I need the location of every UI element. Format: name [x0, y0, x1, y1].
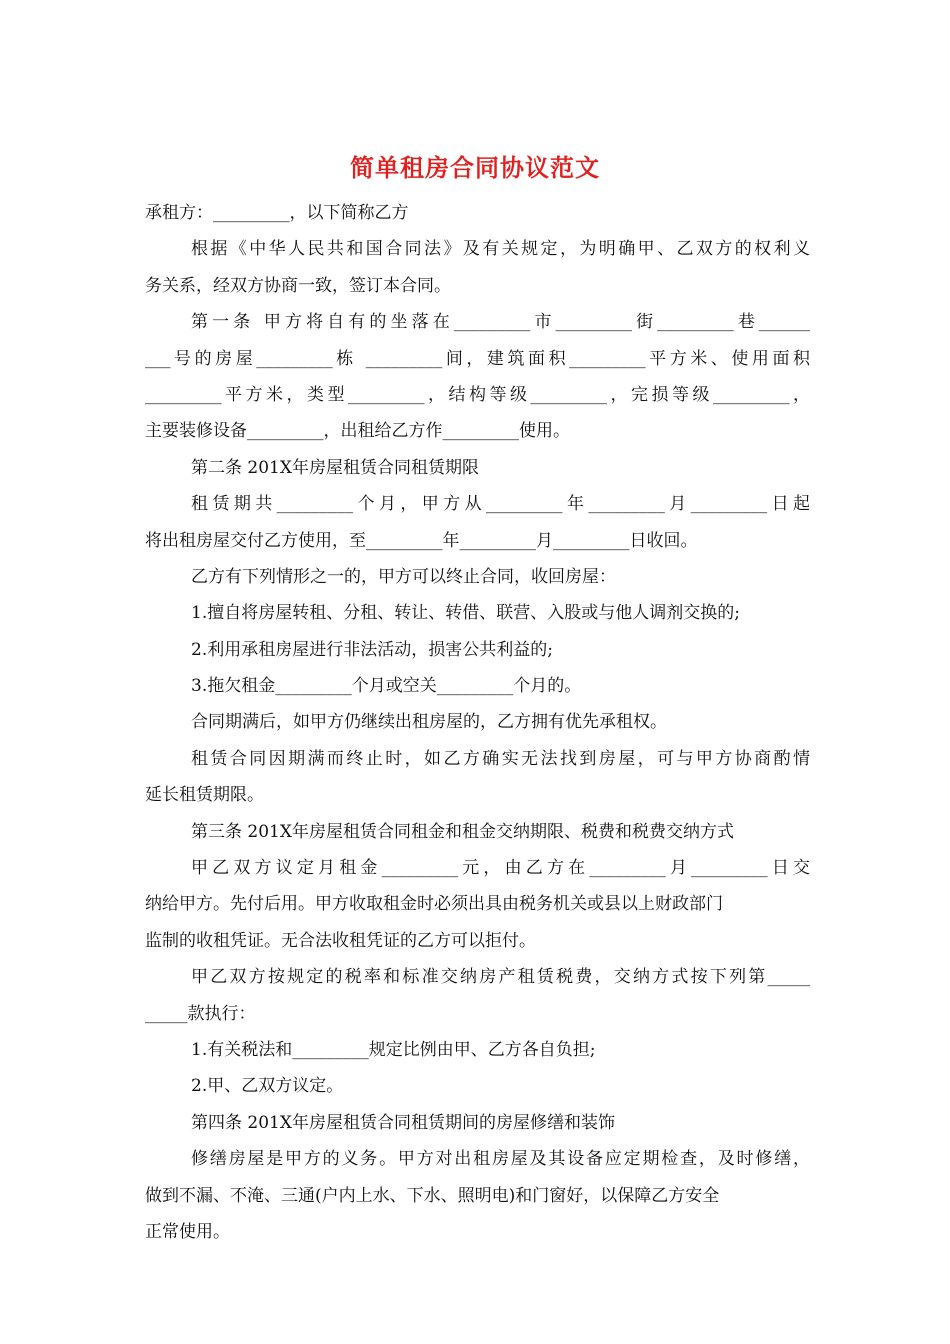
- document-body: [145, 195, 810, 1250]
- paragraph-line: _________平方米，类型_________，结构等级_________，完损等级_________，: [145, 384, 810, 405]
- paragraph-line: 监制的收租凭证。无合法收租凭证的乙方可以拒付。: [145, 930, 536, 951]
- paragraph-line: 第三条 201X年房屋租赁合同租金和租金交纳期限、税费和税费交纳方式: [191, 821, 734, 842]
- paragraph-line: 租赁期共_________个月，甲方从_________年_________月_________日起: [191, 494, 810, 515]
- paragraph-line: _____款执行：: [145, 1003, 256, 1024]
- paragraph-line: 甲乙双方议定月租金_________元，由乙方在_________月_________日交: [191, 858, 810, 879]
- paragraph-line: 第二条 201X年房屋租赁合同租赁期限: [191, 457, 479, 478]
- paragraph-line: 修缮房屋是甲方的义务。甲方对出租房屋及其设备应定期检查，及时修缮，: [191, 1149, 810, 1170]
- paragraph-line: ___号的房屋_________栋 _________间，建筑面积_________平方米、使用面积: [145, 348, 810, 369]
- paragraph-line: 2.利用承租房屋进行非法活动，损害公共利益的;: [191, 639, 553, 660]
- paragraph-line: 合同期满后，如甲方仍继续出租房屋的，乙方拥有优先承租权。: [191, 712, 667, 733]
- paragraph-line: 3.拖欠租金_________个月或空关_________个月的。: [191, 676, 582, 697]
- paragraph-line: 第一条 甲方将自有的坐落在_________市_________街_________巷______: [191, 312, 810, 333]
- paragraph-line: 正常使用。: [145, 1221, 230, 1242]
- paragraph-line: 1.擅自将房屋转租、分租、转让、转借、联营、入股或与他人调剂交换的;: [191, 603, 740, 624]
- paragraph-line: 第四条 201X年房屋租赁合同租赁期间的房屋修缮和装饰: [191, 1112, 615, 1133]
- paragraph-line: 2.甲、乙双方议定。: [191, 1076, 344, 1097]
- paragraph-line: 纳给甲方。先付后用。甲方收取租金时必须出具由税务机关或县以上财政部门: [145, 894, 723, 915]
- paragraph-line: 甲乙双方按规定的税率和标准交纳房产租赁税费，交纳方式按下列第_____: [191, 967, 810, 988]
- paragraph-line: 务关系，经双方协商一致，签订本合同。: [145, 275, 451, 296]
- paragraph-line: 做到不漏、不淹、三通(户内上水、下水、照明电)和门窗好，以保障乙方安全: [145, 1185, 720, 1206]
- paragraph-line: 延长租赁期限。: [145, 785, 264, 806]
- paragraph-line: 1.有关税法和_________规定比例由甲、乙方各自负担;: [191, 1039, 596, 1060]
- paragraph-line: 根据《中华人民共和国合同法》及有关规定，为明确甲、乙双方的权利义: [191, 239, 810, 260]
- paragraph-line: 乙方有下列情形之一的，甲方可以终止合同，收回房屋：: [191, 566, 616, 587]
- paragraph-line: 租赁合同因期满而终止时，如乙方确实无法找到房屋，可与甲方协商酌情: [191, 748, 810, 769]
- paragraph-line: 主要装修设备_________，出租给乙方作_________使用。: [145, 421, 570, 442]
- paragraph-line: 将出租房屋交付乙方使用，至_________年_________月_________日收回。: [145, 530, 698, 551]
- paragraph-line: 承租方：_________，以下简称乙方: [145, 203, 409, 223]
- document-title: 简单租房合同协议范文: [350, 154, 600, 182]
